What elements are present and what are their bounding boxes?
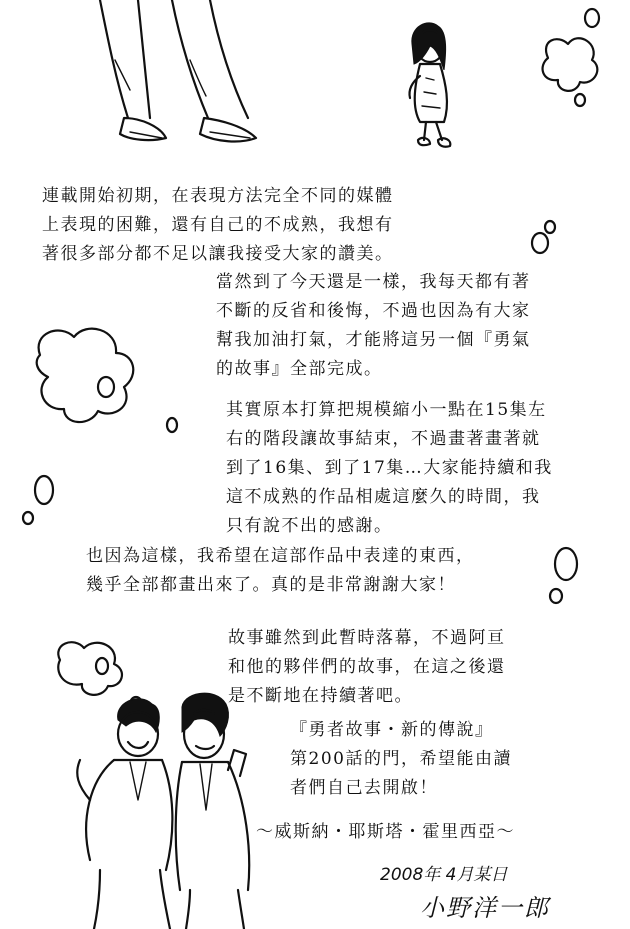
paragraph-6	[290, 716, 512, 803]
girl-walking-illustration	[400, 18, 470, 158]
paragraph-3-line-3: 到了16集、到了17集…大家能持續和我	[226, 458, 553, 478]
paragraph-5-line-1: 故事雖然到此暫時落幕，不過阿亘	[228, 628, 506, 648]
handwritten-author-signature: 小野洋一郎	[420, 894, 550, 922]
paragraph-3	[226, 396, 553, 541]
thought-bubble-left-middle	[30, 315, 190, 465]
paragraph-2-line-4: 的故事』全部完成。	[216, 359, 383, 379]
paragraph-1-line-1: 連載開始初期，在表現方法完全不同的媒體	[42, 186, 394, 206]
paragraph-4-line-1: 也因為這樣，我希望在這部作品中表達的東西，	[86, 546, 475, 566]
paragraph-3-line-4: 這不成熟的作品相處這麼久的時間，我	[226, 487, 541, 507]
paragraph-6-line-1: 『勇者故事・新的傳說』	[290, 720, 494, 740]
thought-bubble-left-lower	[18, 460, 78, 540]
paragraph-5	[228, 624, 506, 711]
paragraph-5-line-3: 是不斷地在持續著吧。	[228, 686, 413, 706]
thought-bubble-right-middle	[510, 215, 570, 275]
paragraph-2-line-2: 不斷的反省和後悔，不過也因為有大家	[216, 301, 531, 321]
paragraph-1-line-3: 著很多部分都不足以讓我接受大家的讚美。	[42, 244, 394, 264]
paragraph-2-line-1: 當然到了今天還是一樣，我每天都有著	[216, 272, 531, 292]
two-boys-illustration	[70, 690, 280, 929]
thought-bubble-right-lower	[540, 540, 600, 610]
paragraph-6-line-3: 者們自己去開啟！	[290, 778, 438, 798]
paragraph-3-line-5: 只有說不出的感謝。	[226, 516, 393, 536]
thought-bubble-top-right	[520, 0, 630, 120]
paragraph-2	[216, 268, 531, 384]
paragraph-6-line-2: 第200話的門，希望能由讀	[290, 749, 512, 769]
paragraph-5-line-2: 和他的夥伴們的故事，在這之後還	[228, 657, 506, 677]
walking-legs-illustration	[80, 0, 270, 150]
paragraph-4-line-2: 幾乎全部都畫出來了。真的是非常謝謝大家！	[86, 575, 456, 595]
paragraph-3-line-1: 其實原本打算把規模縮小一點在15集左	[226, 400, 547, 420]
handwritten-date: 2008年 4月某日	[380, 865, 508, 885]
paragraph-1-line-2: 上表現的困難，還有自己的不成熟，我想有	[42, 215, 394, 235]
paragraph-1	[42, 182, 394, 269]
signoff-text: ～威斯納・耶斯塔・霍里西亞～	[256, 822, 515, 842]
paragraph-2-line-3: 幫我加油打氣，才能將這另一個『勇氣	[216, 330, 531, 350]
paragraph-3-line-2: 右的階段讓故事結束，不過畫著畫著就	[226, 429, 541, 449]
paragraph-4	[86, 542, 475, 600]
signoff-line	[256, 818, 515, 847]
